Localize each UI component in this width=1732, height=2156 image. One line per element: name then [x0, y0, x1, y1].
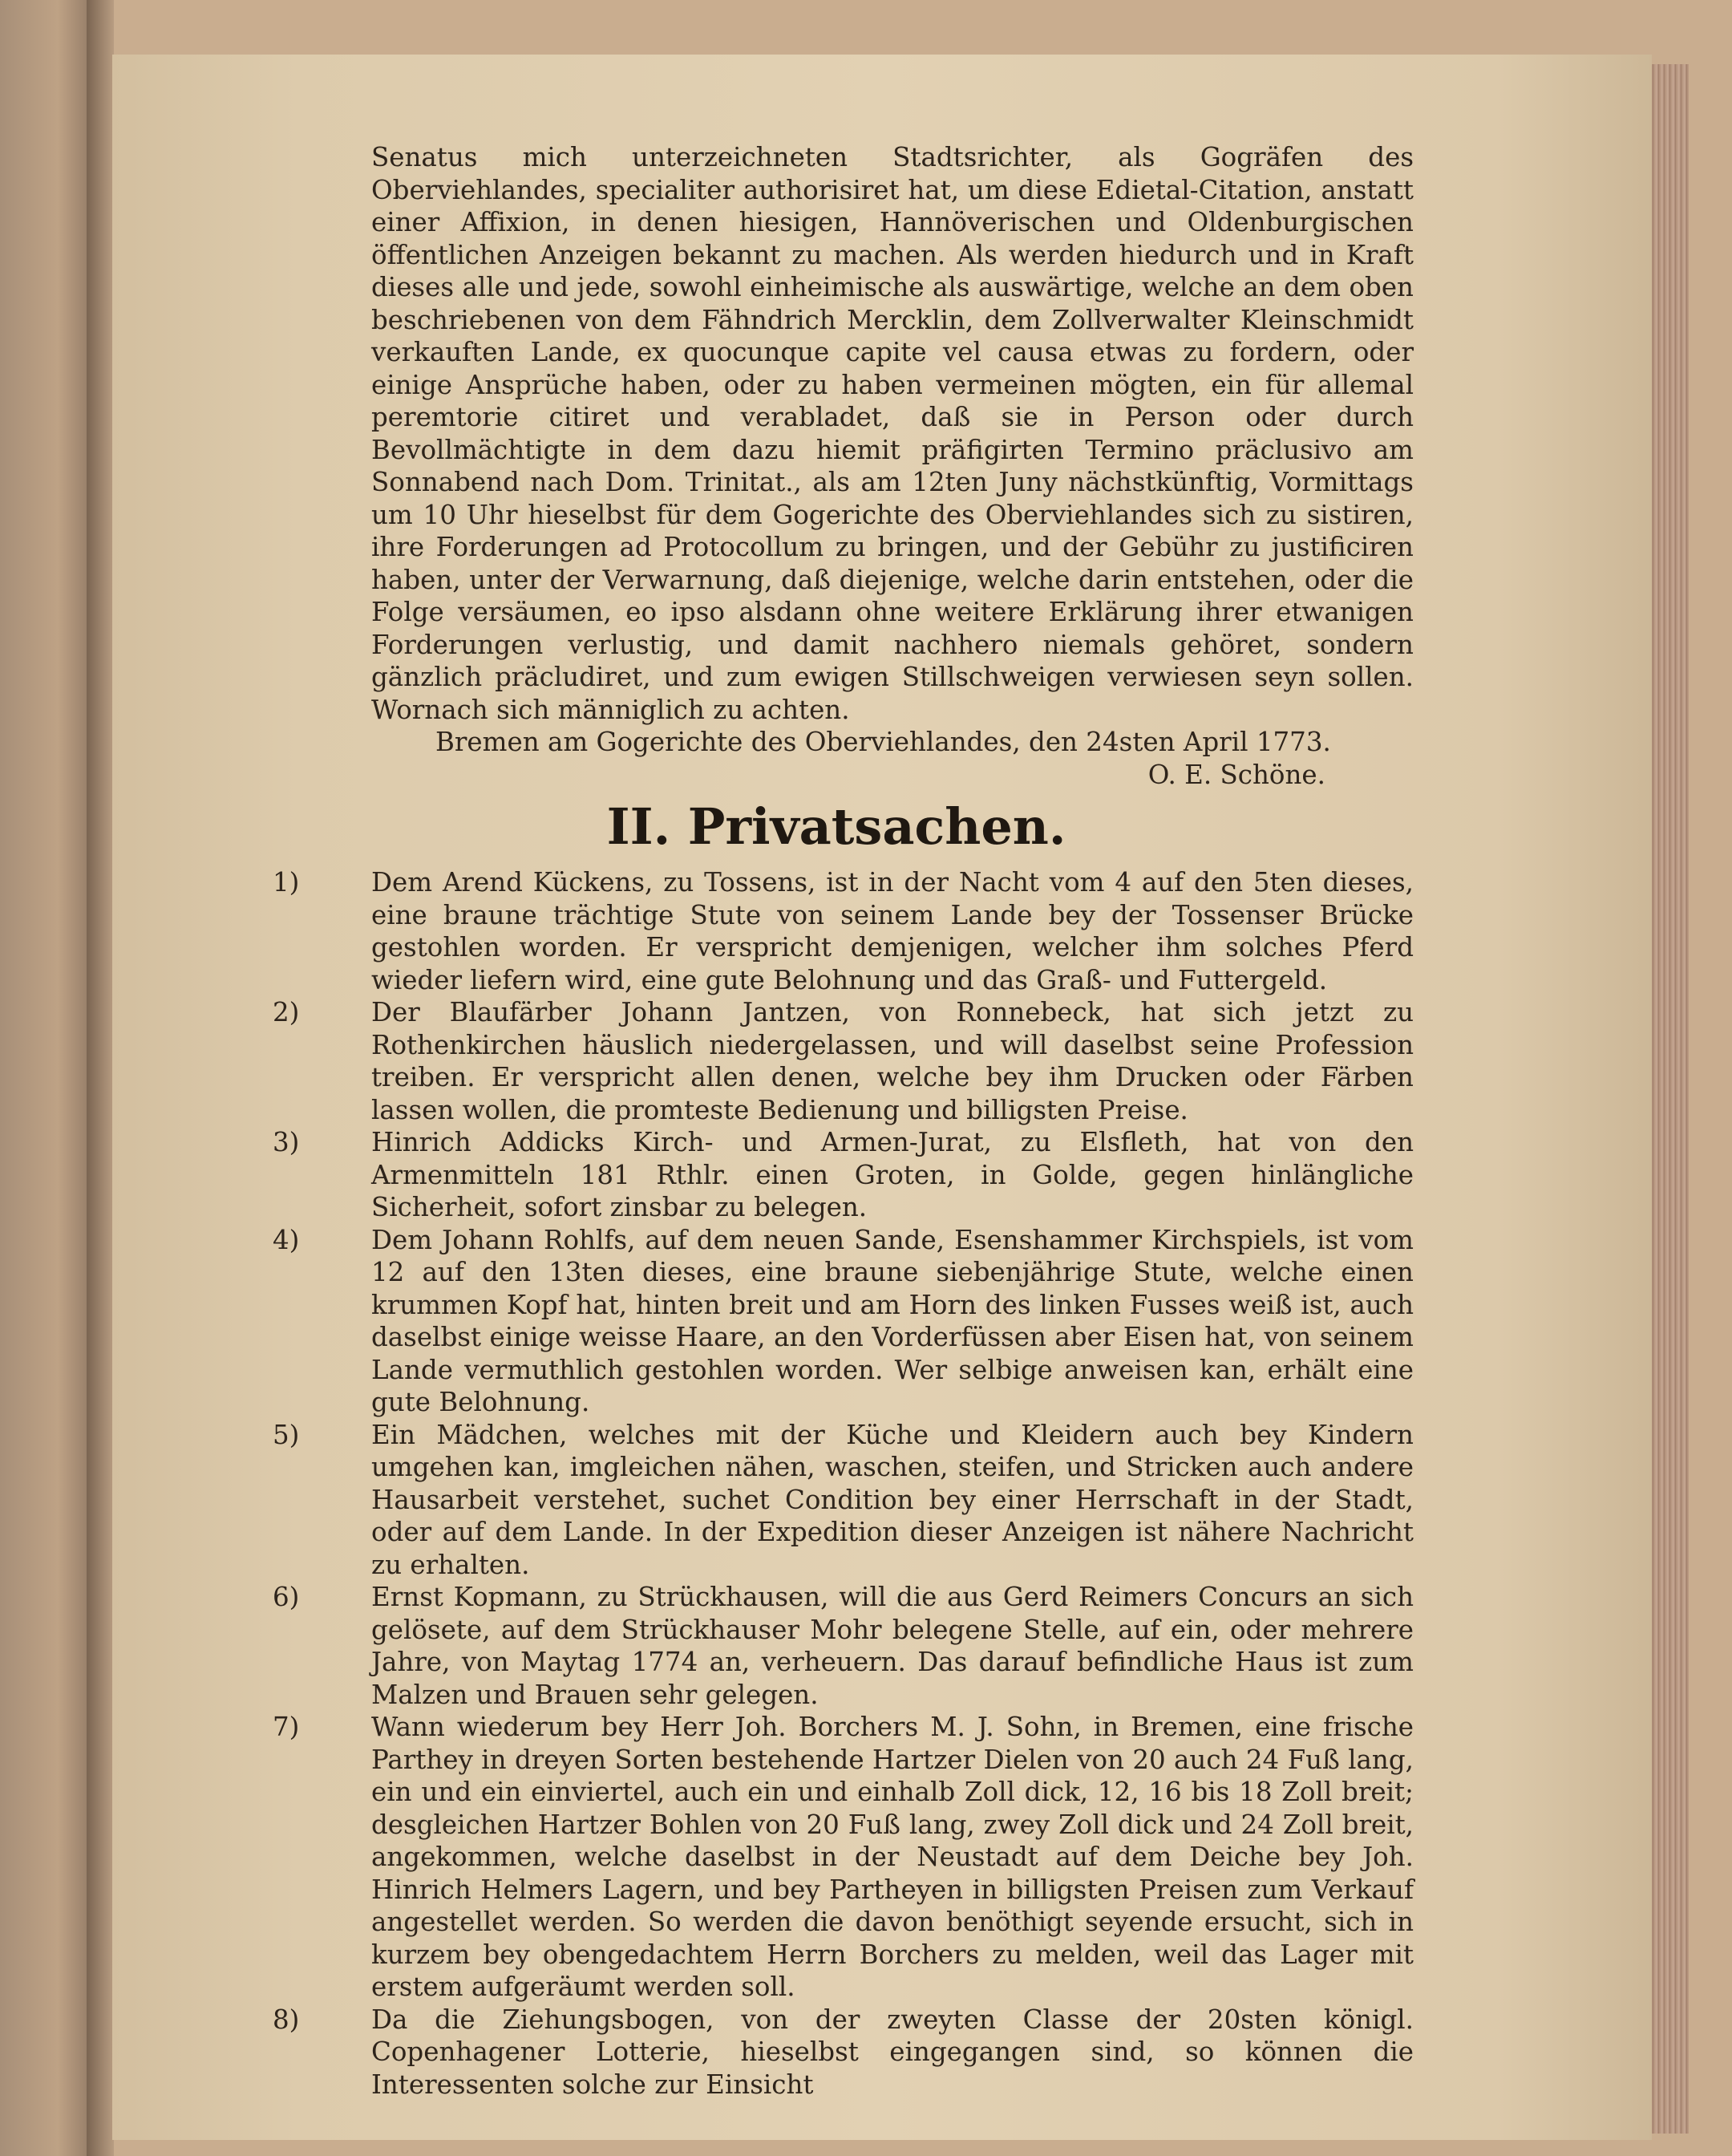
page-text: [273, 141, 1414, 2101]
list-item: [273, 1126, 1414, 1224]
left-page-edge: [0, 0, 96, 2156]
list-item: [273, 1224, 1414, 1419]
item-text: Da die Ziehungsbogen, von der zweyten Classe der 20sten königl. Copenhagener Lotterie, hieselbst eingegangen sind, so können die Interessenten solche zur Einsicht: [371, 2004, 1414, 2100]
item-text: Hinrich Addicks Kirch- und Armen-Jurat, zu Elsfleth, hat von den Armenmitteln 181 Rthlr. einen Groten, in Golde, gegen hinlängliche Sicherheit, sofort zinsbar zu belegen.: [371, 1127, 1414, 1222]
item-number: 2): [273, 997, 300, 1027]
list-item: [273, 866, 1414, 996]
list-item: [273, 2004, 1414, 2101]
list-item: [273, 1711, 1414, 2004]
signature: O. E. Schöne.: [1147, 759, 1325, 790]
item-number: 5): [273, 1419, 300, 1450]
book-gutter: [87, 0, 114, 2156]
item-number: 7): [273, 1712, 300, 1742]
item-text: Dem Johann Rohlfs, auf dem neuen Sande, Esenshammer Kirchspiels, ist vom 12 auf den 13ten dieses, eine braune siebenjährige Stute, welche einen krummen Kopf hat, hinten breit und am Horn des linken Fusses weiß ist, auch daselbst einige weisse Haare, an den Vorderfüssen aber Eisen hat, von seinem Lande vermuthlich gestohlen worden. Wer selbige anweisen kan, erhält eine gute Belohnung.: [371, 1224, 1414, 1417]
edict-paragraph: Senatus mich unterzeichneten Stadtsrichter, als Gogräfen des Oberviehlandes, specialiter authorisiret hat, um diese Edietal-Citation, anstatt einer Affixion, in denen hiesigen, Hannöverischen und Oldenburgischen öffentlichen Anzeigen bekannt zu machen. Als werden hiedurch und in Kraft dieses alle und jede, sowohl einheimische als auswärtige, welche an dem oben beschriebenen von dem Fähndrich Mercklin, dem Zollverwalter Kleinschmidt verkauften Lande, ex quocunque capite vel causa etwas zu fordern, oder einige Ansprüche haben, oder zu haben vermeinen mögten, ein für allemal peremtorie citiret und verabladet, daß sie in Person oder durch Bevollmächtigte in dem dazu hiemit präfigirten Termino präclusivo am Sonnabend nach Dom. Trinitat., als am 12ten Juny nächstkünftig, Vormittags um 10 Uhr hieselbst für dem Gogerichte des Oberviehlandes sich zu sistiren, ihre Forderungen ad Protocollum zu bringen, und der Gebühr zu justificiren haben, unter der Verwarnung, daß diejenige, welche darin entstehen, oder die Folge versäumen, eo ipso alsdann ohne weitere Erklärung ihrer etwanigen Forderungen verlustig, und damit nachhero niemals gehöret, sondern gänzlich präcludiret, und zum ewigen Stillschweigen verwiesen seyn sollen. Wornach sich männiglich zu achten.: [371, 142, 1414, 725]
item-text: Dem Arend Kückens, zu Tossens, ist in der Nacht vom 4 auf den 5ten dieses, eine braune trächtige Stute von seinem Lande bey der Tossenser Brücke gestohlen worden. Er verspricht demjenigen, welcher ihm solches Pferd wieder liefern wird, eine gute Belohnung und das Graß- und Futtergeld.: [371, 867, 1414, 995]
item-text: Ernst Kopmann, zu Strückhausen, will die aus Gerd Reimers Concurs an sich gelösete, auf dem Strückhauser Mohr belegene Stelle, auf ein, oder mehrere Jahre, von Maytag 1774 an, verheuern. Das darauf befindliche Haus ist zum Malzen und Brauen sehr gelegen.: [371, 1582, 1414, 1710]
section-heading: II. Privatsachen.: [606, 797, 1066, 856]
item-number: 8): [273, 2004, 300, 2035]
item-number: 6): [273, 1582, 300, 1612]
place-date-line: Bremen am Gogerichte des Oberviehlandes, den 24sten April 1773.: [435, 727, 1331, 757]
list-item: [273, 996, 1414, 1126]
item-number: 3): [273, 1127, 300, 1157]
item-number: 4): [273, 1224, 300, 1255]
list-item: [273, 1581, 1414, 1711]
item-number: 1): [273, 867, 300, 898]
item-text: Ein Mädchen, welches mit der Küche und Kleidern auch bey Kindern umgehen kan, imgleichen nähen, waschen, steifen, und Stricken auch andere Hausarbeit verstehet, suchet Condition bey einer Herrschaft in der Stadt, oder auf dem Lande. In der Expedition dieser Anzeigen ist nähere Nachricht zu erhalten.: [371, 1419, 1414, 1580]
list-item: [273, 1419, 1414, 1582]
item-text: Der Blaufärber Johann Jantzen, von Ronnebeck, hat sich jetzt zu Rothenkirchen häuslich niedergelassen, und will daselbst seine Profession treiben. Er verspricht allen denen, welche bey ihm Drucken oder Färben lassen wollen, die promteste Bedienung und billigsten Preise.: [371, 997, 1414, 1125]
item-text: Wann wiederum bey Herr Joh. Borchers M. J. Sohn, in Bremen, eine frische Parthey in dreyen Sorten bestehende Hartzer Dielen von 20 auch 24 Fuß lang, ein und ein einviertel, auch ein und einhalb Zoll dick, 12, 16 bis 18 Zoll breit; desgleichen Hartzer Bohlen von 20 Fuß lang, zwey Zoll dick und 24 Zoll breit, angekommen, welche daselbst in der Neustadt auf dem Deiche bey Joh. Hinrich Helmers Lagern, und bey Partheyen in billigsten Preisen zum Verkauf angestellet werden. So werden die davon benöthigt seyende ersucht, sich in kurzem bey obengedachtem Herrn Borchers zu melden, weil das Lager mit erstem aufgeräumt werden soll.: [371, 1712, 1414, 2002]
